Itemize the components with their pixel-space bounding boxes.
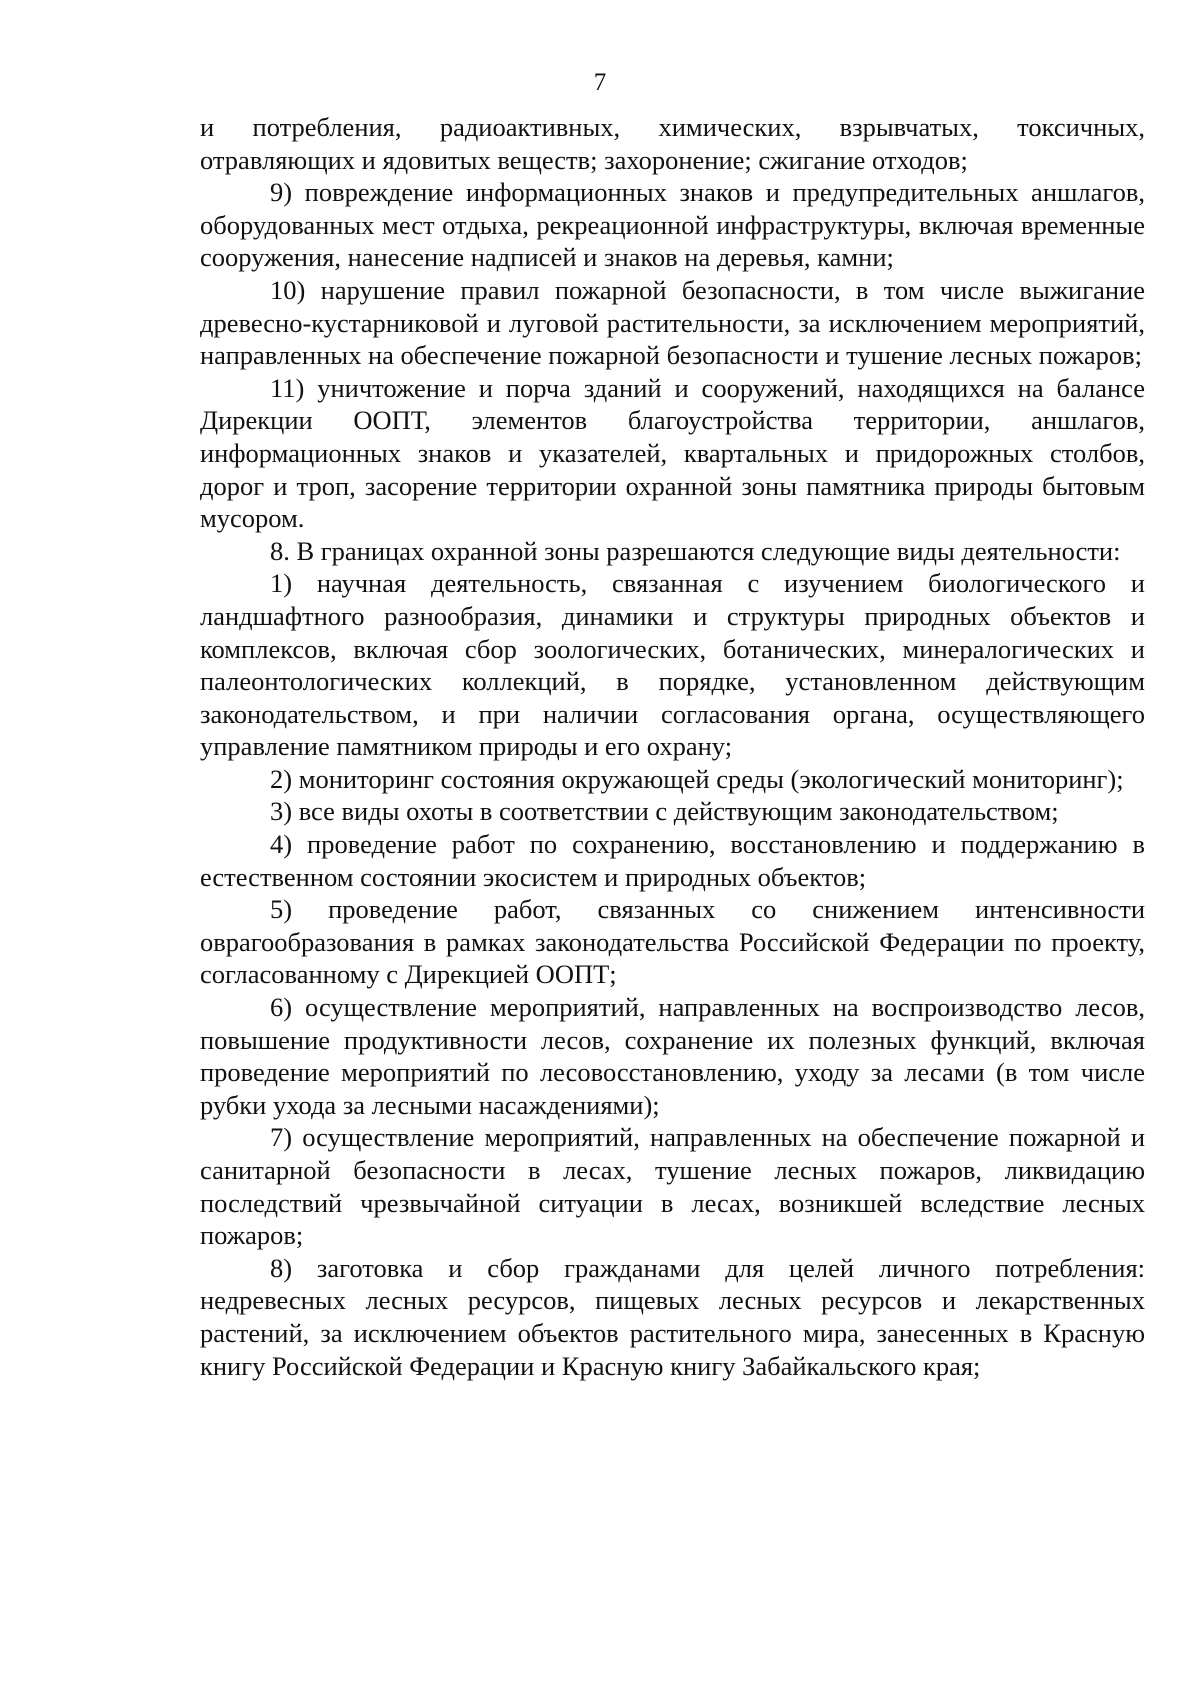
paragraph: 7) осуществление мероприятий, направленных на обеспечение пожарной и санитарной безопасности в лесах, тушение лесных пожаров, ликвидацию последствий чрезвычайной ситуации в лесах, возникшей вследствие лесных пожаров;	[200, 1122, 1145, 1251]
paragraph: 4) проведение работ по сохранению, восстановлению и поддержанию в естественном состоянии экосистем и природных объектов;	[200, 829, 1145, 892]
paragraph: 2) мониторинг состояния окружающей среды (экологический мониторинг);	[270, 763, 1124, 794]
paragraph: 6) осуществление мероприятий, направленных на воспроизводство лесов, повышение продуктивности лесов, сохранение их полезных функций, включая проведение мероприятий по лесовосстановлению, уходу за лесами (в том числе рубки ухода за лесными насаждениями);	[200, 992, 1145, 1120]
paragraph: 8) заготовка и сбор гражданами для целей личного потребления: недревесных лесных ресурсов, пищевых лесных ресурсов и лекарственных растений, за исключением объектов растительного мира, занесенных в Красную книгу Российской Федерации и Красную книгу Забайкальского края;	[200, 1252, 1145, 1381]
paragraph: 5) проведение работ, связанных со снижением интенсивности оврагообразования в рамках законодательства Российской Федерации по проекту, согласованному с Дирекцией ООПТ;	[200, 894, 1145, 990]
page-number: 7	[593, 69, 607, 96]
paragraph: 10) нарушение правил пожарной безопасности, в том числе выжигание древесно-кустарниковой и луговой растительности, за исключением мероприятий, направленных на обеспечение пожарной безопасности и тушение лесных пожаров;	[200, 274, 1145, 371]
document-body	[200, 111, 1145, 1382]
paragraph: 3) все виды охоты в соответствии с действующим законодательством;	[270, 796, 1059, 827]
paragraph: 8. В границах охранной зоны разрешаются следующие виды деятельности:	[270, 535, 1121, 566]
paragraph: 1) научная деятельность, связанная с изучением биологического и ландшафтного разнообразия, динамики и структуры природных объектов и комплексов, включая сбор зоологических, ботанических, минералогических и палеонтологических коллекций, в порядке, установленном действующим законодательством, и при наличии согласования органа, осуществляющего управление памятником природы и его охрану;	[200, 568, 1145, 762]
paragraph: 9) повреждение информационных знаков и предупредительных аншлагов, оборудованных мест отдыха, рекреационной инфраструктуры, включая временные сооружения, нанесение надписей и знаков на деревья, камни;	[200, 177, 1145, 273]
paragraph: 11) уничтожение и порча зданий и сооружений, находящихся на балансе Дирекции ООПТ, элементов благоустройства территории, аншлагов, информационных знаков и указателей, квартальных и придорожных столбов, дорог и троп, засорение территории охранной зоны памятника природы бытовым мусором.	[200, 372, 1145, 534]
paragraph: и потребления, радиоактивных, химических, взрывчатых, токсичных, отравляющих и ядовитых веществ; захоронение; сжигание отходов;	[200, 112, 1145, 175]
